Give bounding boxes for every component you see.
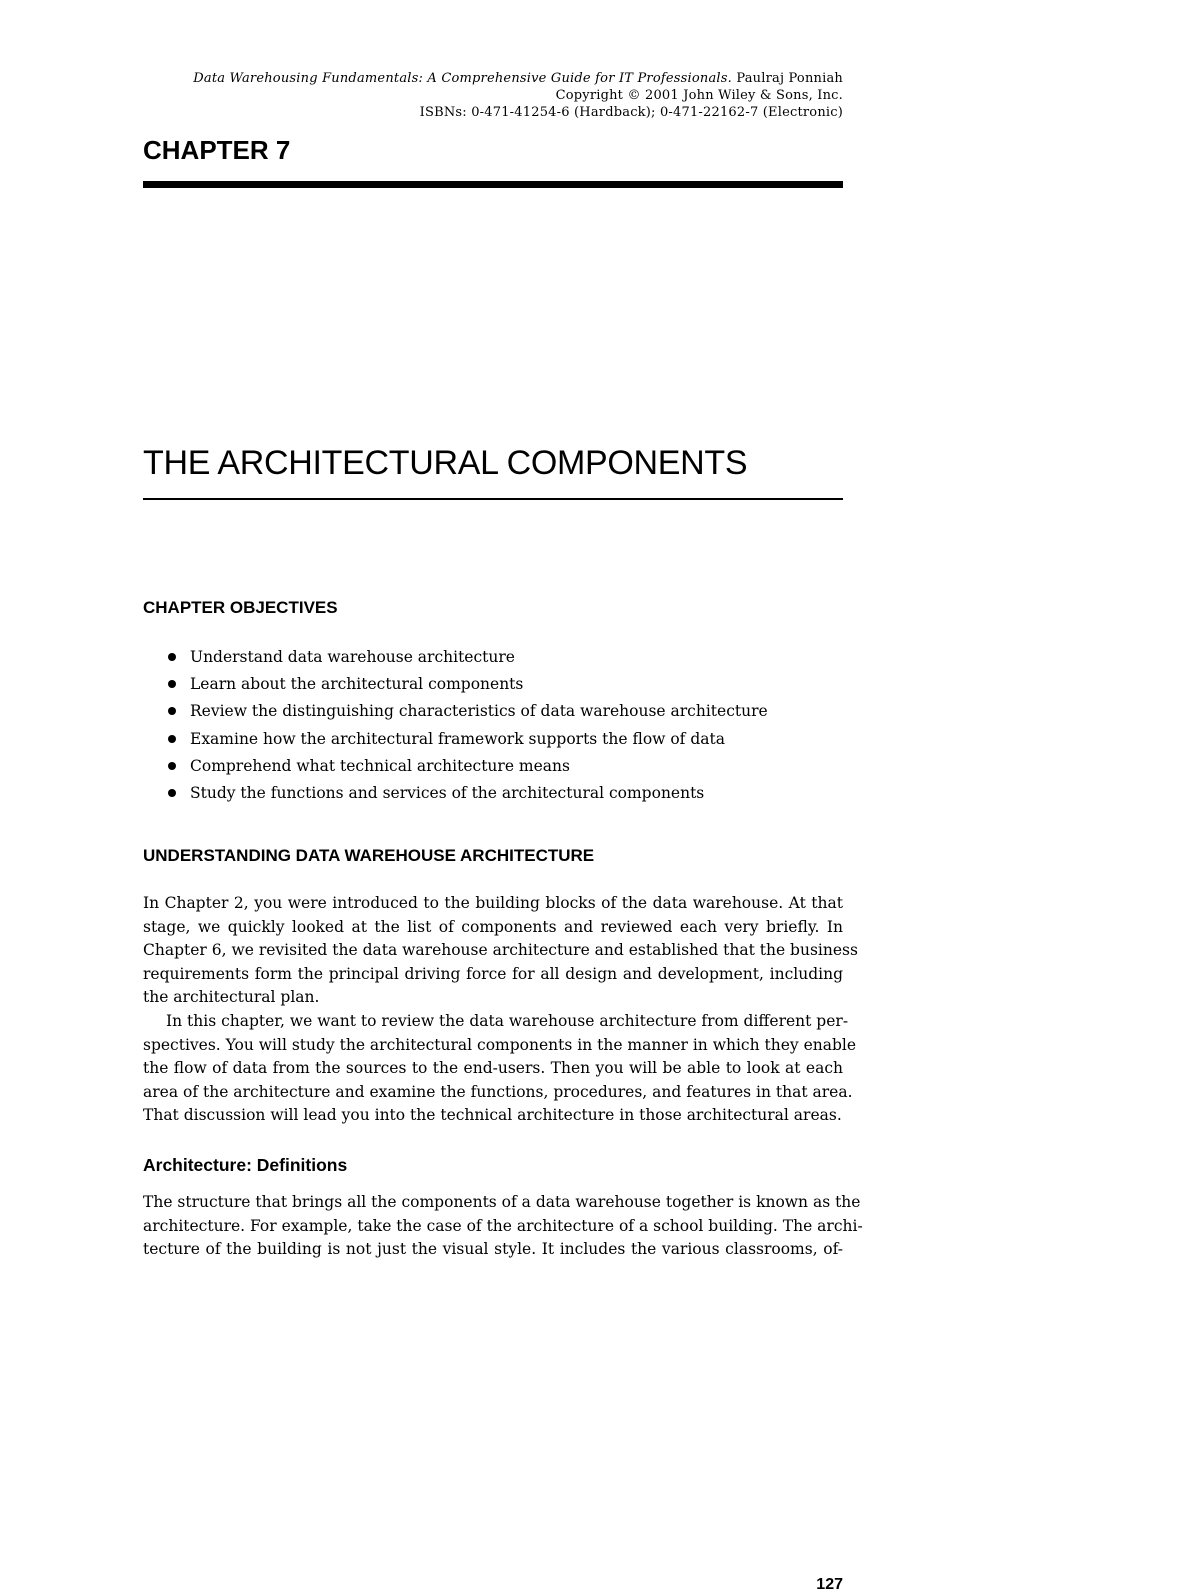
list-item [165, 726, 768, 753]
subsection-heading-definitions: Architecture: Definitions [143, 1155, 348, 1175]
paragraph-line: The structure that brings all the components of a data warehouse together is known as the [143, 1193, 861, 1211]
paragraph-line: That discussion will lead you into the technical architecture in those architectural areas. [143, 1106, 842, 1125]
bullet-icon [168, 653, 176, 661]
objectives-list [165, 644, 768, 807]
list-item [165, 753, 768, 780]
chapter-title-divider [143, 498, 843, 500]
objective-text: Understand data warehouse architecture [190, 648, 515, 666]
objective-text: Review the distinguishing characteristics of data warehouse architecture [190, 702, 768, 721]
isbn-line: ISBNs: 0-471-41254-6 (Hardback); 0-471-22162-7 (Electronic) [419, 105, 843, 120]
paragraph-line: In this chapter, we want to review the data warehouse architecture from different per- [166, 1012, 849, 1030]
list-item [165, 644, 768, 671]
list-item [165, 780, 768, 807]
body-paragraph-1 [143, 892, 858, 1010]
objective-text: Examine how the architectural framework supports the flow of data [190, 729, 725, 748]
book-title: Data Warehousing Fundamentals: A Comprehensive Guide for IT Professionals. [193, 71, 732, 86]
body-paragraph-3 [143, 1191, 863, 1262]
objectives-heading: CHAPTER OBJECTIVES [143, 598, 338, 617]
bullet-icon [168, 707, 176, 715]
objective-text: Comprehend what technical architecture means [190, 756, 570, 775]
objective-text: Learn about the architectural components [190, 675, 524, 694]
chapter-label: CHAPTER 7 [143, 135, 291, 165]
paragraph-line: spectives. You will study the architectural components in the manner in which they enable [143, 1035, 857, 1054]
copyright-line: Copyright © 2001 John Wiley & Sons, Inc. [555, 88, 843, 103]
list-item [165, 671, 768, 698]
paragraph-line: In Chapter 2, you were introduced to the building blocks of the data warehouse. At that [143, 894, 843, 912]
body-paragraph-2 [143, 1010, 857, 1128]
paragraph-line: area of the architecture and examine the functions, procedures, and features in that area. [143, 1082, 853, 1101]
page-number: 127 [816, 1576, 843, 1593]
bullet-icon [168, 762, 176, 770]
objective-text: Study the functions and services of the architectural components [190, 784, 705, 803]
header-citation-line [193, 70, 843, 87]
author-name: Paulraj Ponniah [736, 71, 843, 86]
paragraph-line: the architectural plan. [143, 988, 320, 1007]
bullet-icon [168, 735, 176, 743]
paragraph-line: architecture. For example, take the case of the architecture of a school building. The archi- [143, 1216, 863, 1235]
list-item [165, 698, 768, 725]
section-heading-understanding: UNDERSTANDING DATA WAREHOUSE ARCHITECTURE [143, 846, 595, 865]
chapter-divider-thick [143, 181, 843, 188]
chapter-title: THE ARCHITECTURAL COMPONENTS [143, 444, 748, 482]
running-header [193, 70, 843, 121]
paragraph-line: requirements form the principal driving force for all design and development, including [143, 964, 843, 983]
paragraph-line: tecture of the building is not just the visual style. It includes the various classrooms, of- [143, 1240, 843, 1259]
paragraph-line: Chapter 6, we revisited the data warehouse architecture and established that the business [143, 941, 858, 960]
paragraph-line: the flow of data from the sources to the end-users. Then you will be able to look at each [143, 1059, 843, 1078]
bullet-icon [168, 680, 176, 688]
paragraph-line: stage, we quickly looked at the list of components and reviewed each very briefly. In [143, 917, 843, 936]
bullet-icon [168, 789, 176, 797]
